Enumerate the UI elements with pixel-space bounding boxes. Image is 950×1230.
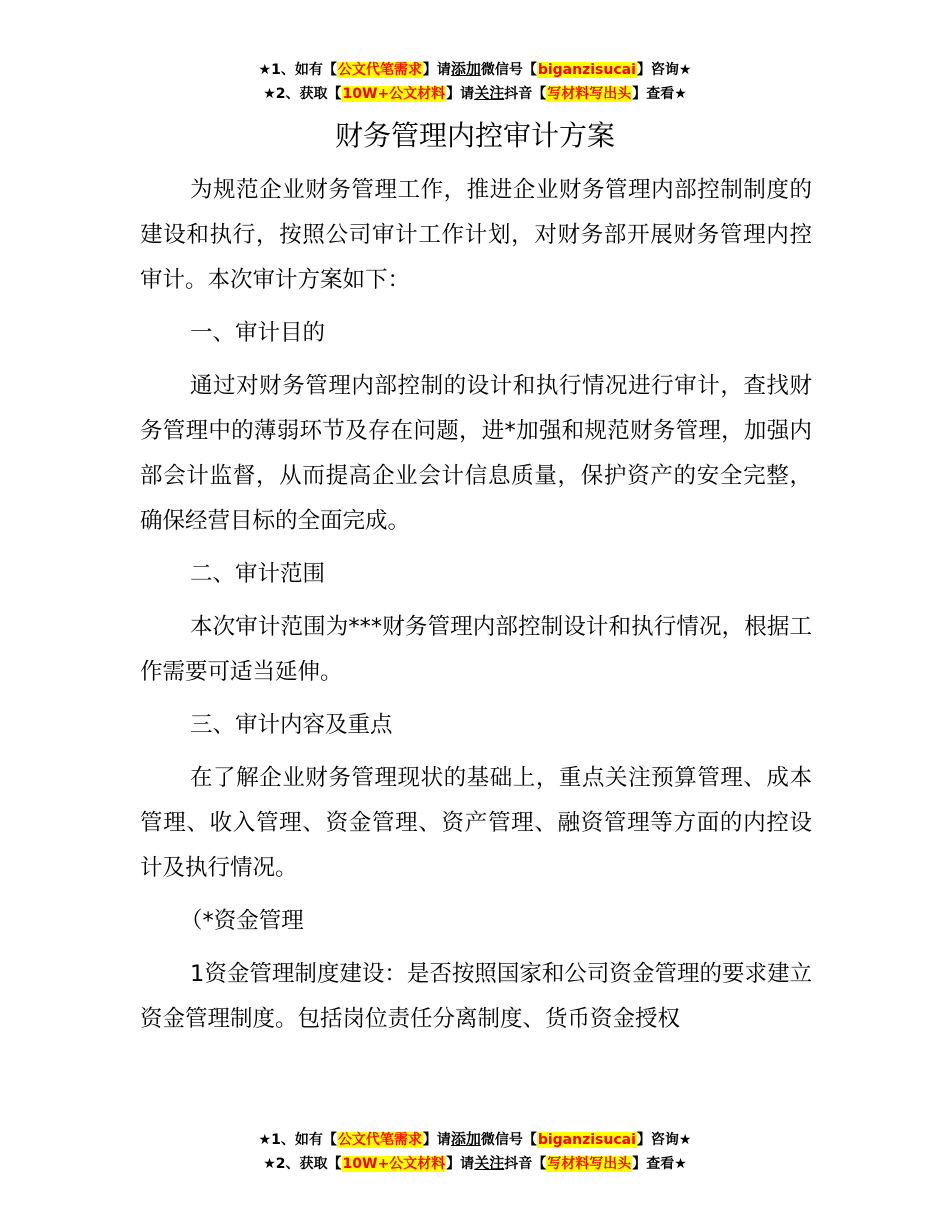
section-body-content: 在了解企业财务管理现状的基础上，重点关注预算管理、成本管理、收入管理、资金管理、资产管理、融资管理等方面的内控设计及执行情况。 xyxy=(140,765,812,881)
footer-highlight-douyin-account: 写材料写出头 xyxy=(547,1156,632,1172)
item-fund-management-system: 1资金管理制度建设：是否按照国家和公司资金管理的要求建立资金管理制度。包括岗位责任分离制度、货币资金授权 xyxy=(140,961,812,1032)
footer-highlight-wechat-id: biganzisucai xyxy=(537,1132,636,1148)
footer-banner-line-1: ★1、如有【公文代笔需求】请添加微信号【biganzisucai】咨询★ xyxy=(258,1130,692,1148)
banner-highlight-wechat-id: biganzisucai xyxy=(537,62,636,78)
subsection-heading-fund-management: （*资金管理 xyxy=(180,908,304,934)
section-body-scope: 本次审计范围为***财务管理内部控制设计和执行情况，根据工作需要可适当延伸。 xyxy=(140,614,812,685)
footer-banner xyxy=(0,1128,950,1176)
banner-line-1: ★1、如有【公文代笔需求】请添加微信号【biganzisucai】咨询★ xyxy=(258,60,692,78)
section-heading-purpose: 一、审计目的 xyxy=(190,320,326,346)
footer-underline-follow: 关注 xyxy=(474,1154,505,1172)
section-body-purpose: 通过对财务管理内部控制的设计和执行情况进行审计，查找财务管理中的薄弱环节及存在问题，进*加强和规范财务管理，加强内部会计监督，从而提高企业会计信息质量，保护资产的安全完整，确保经营目标的全面完成。 xyxy=(140,373,812,534)
header-banner xyxy=(0,58,950,106)
footer-banner-line-2: ★2、获取【10W+公文材料】请关注抖音【写材料写出头】查看★ xyxy=(263,1154,687,1172)
section-heading-scope: 二、审计范围 xyxy=(190,561,326,587)
banner-line-2: ★2、获取【10W+公文材料】请关注抖音【写材料写出头】查看★ xyxy=(263,84,687,102)
banner-highlight-materials: 10W+公文材料 xyxy=(342,86,446,102)
footer-highlight-writing-service: 公文代笔需求 xyxy=(337,1132,422,1148)
footer-underline-add: 添加 xyxy=(450,1130,481,1148)
banner-highlight-douyin-account: 写材料写出头 xyxy=(547,86,632,102)
banner-underline-follow: 关注 xyxy=(474,84,505,102)
footer-highlight-materials: 10W+公文材料 xyxy=(342,1156,446,1172)
document-title: 财务管理内控审计方案 xyxy=(334,119,615,152)
banner-underline-add: 添加 xyxy=(450,60,481,78)
intro-paragraph: 为规范企业财务管理工作，推进企业财务管理内部控制制度的建设和执行，按照公司审计工作计划，对财务部开展财务管理内控审计。本次审计方案如下： xyxy=(140,177,812,293)
document-body xyxy=(140,168,812,1050)
section-heading-content: 三、审计内容及重点 xyxy=(190,712,393,738)
banner-highlight-writing-service: 公文代笔需求 xyxy=(337,62,422,78)
